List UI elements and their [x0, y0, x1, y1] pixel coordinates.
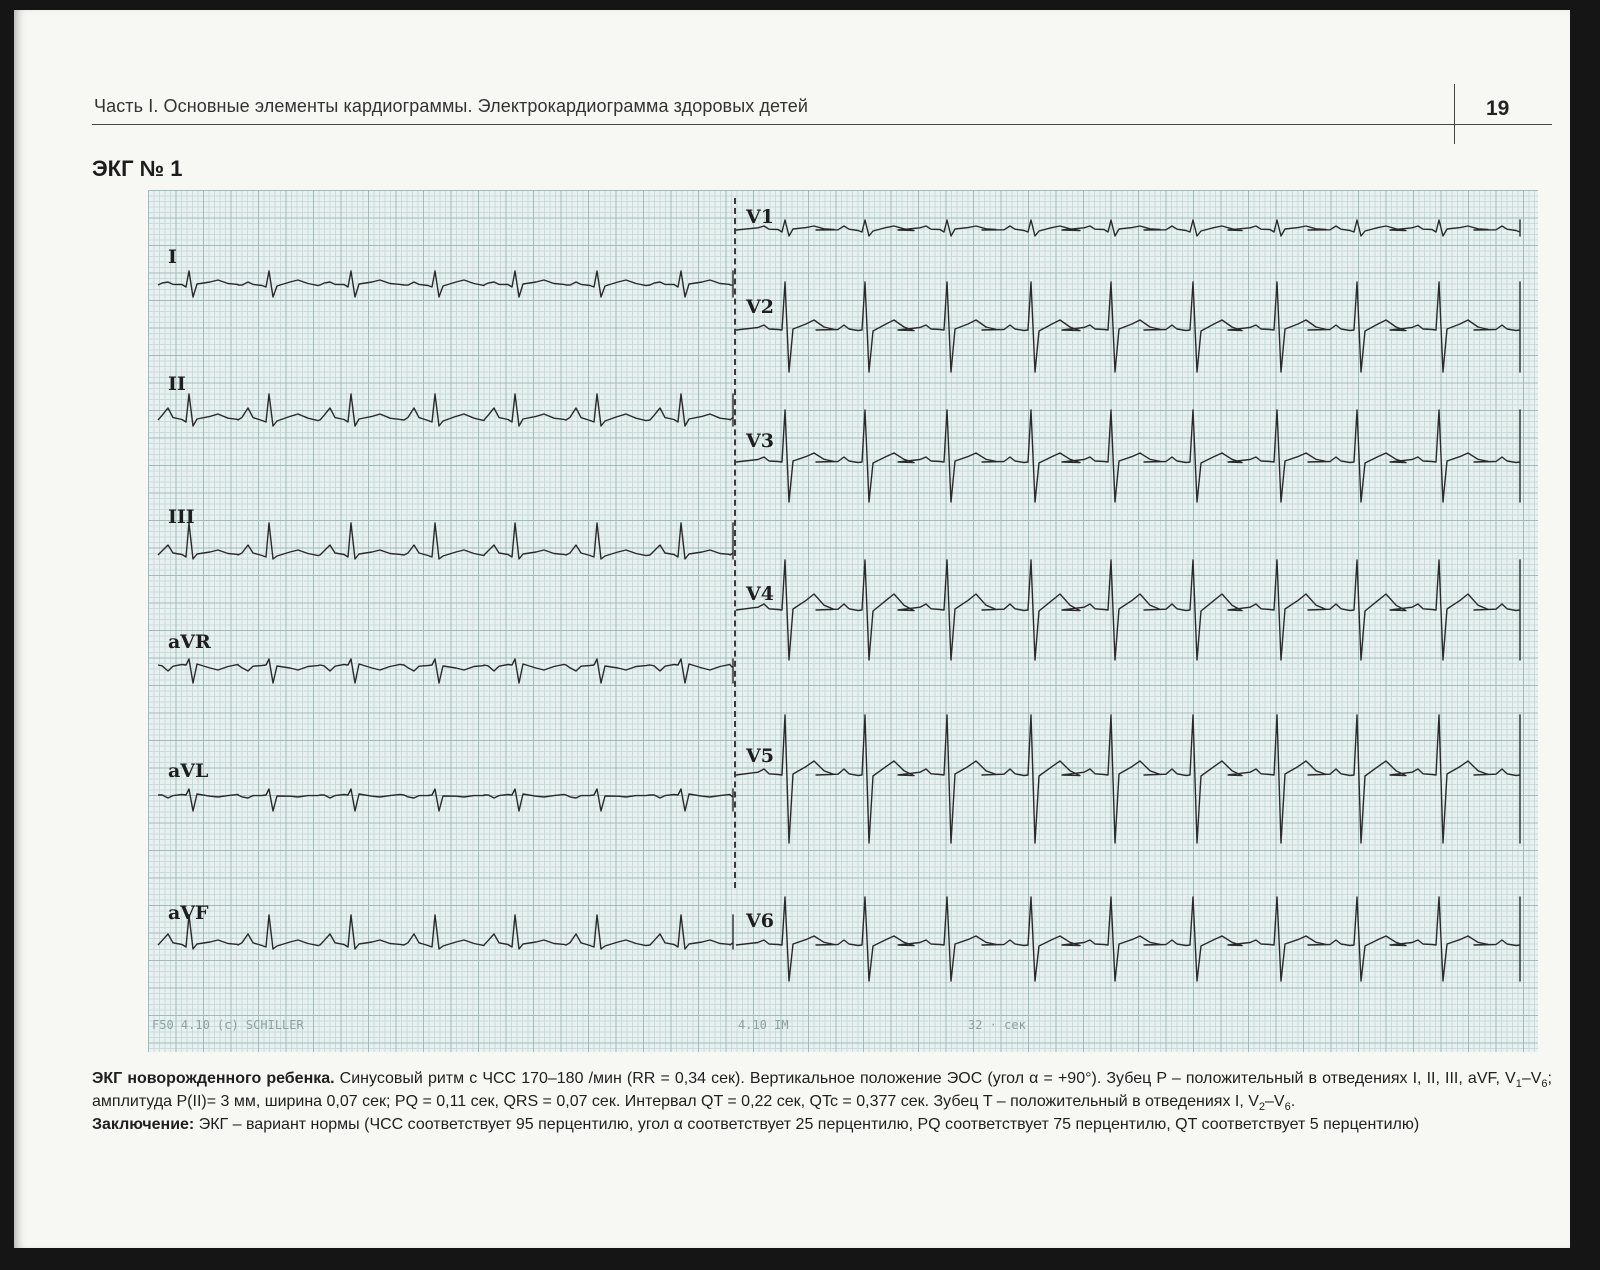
figure-caption: [92, 1070, 1552, 1134]
ecg-trace-V5: [736, 715, 1520, 843]
ecg-title: ЭКГ № 1: [92, 156, 183, 181]
caption-sub-4: 6: [1284, 1101, 1291, 1114]
device-footer-left: F50 4.10 (c) SCHILLER: [152, 1018, 304, 1032]
lead-label-aVL: aVL: [168, 760, 209, 782]
ecg-trace-II: [158, 394, 733, 426]
ecg-trace-V4: [736, 560, 1520, 660]
lead-label-I: I: [168, 246, 177, 268]
caption-conclusion: ЭКГ – вариант нормы (ЧСС соответствует 95 перцентилю, угол α соответствует 25 перцентилю, PQ соответствует 75 перцентилю, QT соответствует 5 перцентилю): [194, 1116, 1420, 1134]
caption-text-3: ; амплитуда P(II)= 3 мм, ширина 0,07 сек; PQ = 0,11 сек, QRS = 0,07 сек. Интервал QT = 0,22 сек, QTc = 0,377 сек. Зубец T – положительный в отведениях I, V: [92, 1070, 1552, 1111]
lead-label-V2: V2: [746, 296, 774, 318]
ecg-trace-V2: [736, 282, 1520, 372]
ecg-paper: [148, 190, 1538, 1052]
ecg-trace-V1: [736, 220, 1520, 236]
lead-label-V4: V4: [746, 583, 774, 605]
header-rule: [92, 124, 1552, 125]
caption-text-1: Синусовый ритм с ЧСС 170–180 /мин (RR = 0,34 сек). Вертикальное положение ЭОС (угол α = +90°). Зубец P – положительный в отведениях I, II, III, aVF, V: [334, 1070, 1516, 1087]
running-title: Часть I. Основные элементы кардиограммы. Электрокардиограмма здоровых детей: [94, 96, 808, 116]
caption-text-5: .: [1290, 1093, 1296, 1111]
ecg-trace-V6: [736, 897, 1520, 981]
header-vertical-rule: [1454, 84, 1455, 144]
ecg-trace-aVF: [158, 915, 733, 949]
book-page: [14, 10, 1570, 1248]
ecg-trace-aVR: [158, 659, 733, 683]
lead-label-V6: V6: [746, 910, 774, 932]
caption-text-2: –V: [1521, 1070, 1542, 1087]
caption-text-4: –V: [1265, 1093, 1285, 1111]
caption-conclusion-label: Заключение:: [92, 1116, 195, 1134]
lead-label-II: II: [168, 373, 186, 395]
lead-label-aVR: aVR: [168, 631, 211, 653]
lead-column-divider: [734, 198, 736, 888]
ecg-trace-I: [158, 271, 733, 297]
ecg-trace-aVL: [158, 789, 733, 811]
ecg-trace-III: [158, 523, 733, 559]
caption-lead: ЭКГ новорожденного ребенка.: [92, 1070, 335, 1087]
caption-sub-2: 6: [1541, 1078, 1548, 1091]
device-footer-middle: 4.10 IM: [738, 1018, 789, 1032]
lead-label-V3: V3: [746, 430, 774, 452]
device-footer-strip: [148, 1016, 1538, 1038]
caption-sub-3: 2: [1258, 1101, 1266, 1114]
device-footer-right: 32 · сек: [968, 1018, 1026, 1032]
lead-label-V5: V5: [746, 745, 774, 767]
page-number: 19: [1486, 97, 1510, 120]
ecg-tracings: [148, 190, 1538, 1052]
lead-label-III: III: [168, 506, 195, 528]
caption-sub-1: 1: [1515, 1078, 1522, 1091]
lead-label-aVF: aVF: [168, 902, 209, 924]
lead-label-V1: V1: [746, 206, 774, 228]
ecg-trace-V3: [736, 410, 1520, 502]
